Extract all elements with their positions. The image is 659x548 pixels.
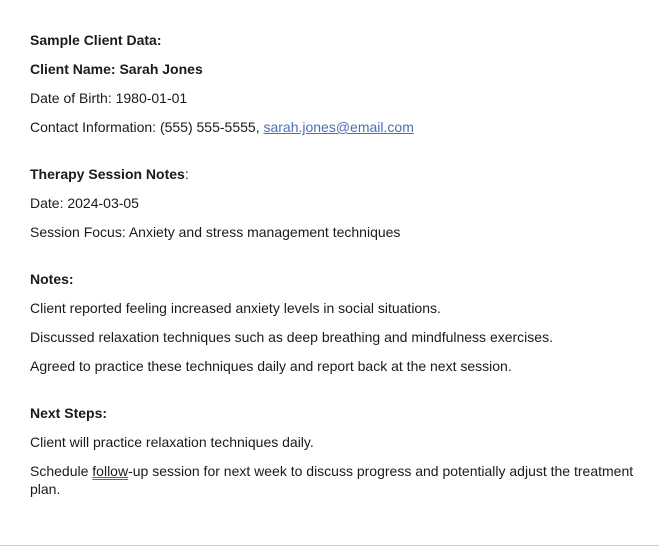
next-step-item (30, 462, 654, 498)
spacer (30, 252, 654, 270)
session-notes-heading (30, 165, 654, 183)
flagged-word[interactable]: follow (92, 463, 129, 479)
page-bottom-divider (0, 545, 659, 546)
client-data-heading: Sample Client Data: (30, 32, 162, 48)
note-item: Client reported feeling increased anxiety levels in social situations. (30, 300, 441, 316)
notes-heading: Notes: (30, 271, 74, 287)
session-notes-heading-colon: : (184, 166, 189, 182)
client-name-line: Client Name: Sarah Jones (30, 61, 203, 77)
next-step-text-after: -up session for next week to discuss progress and potentially adjust the treatment plan. (30, 463, 634, 497)
session-notes-heading-text: Therapy Session Notes (30, 166, 185, 182)
session-date-line: Date: 2024-03-05 (30, 195, 139, 211)
spacer (30, 386, 654, 404)
next-steps-heading: Next Steps: (30, 405, 108, 421)
document-body (30, 31, 654, 498)
session-focus-line: Session Focus: Anxiety and stress management techniques (30, 224, 401, 240)
date-of-birth-line: Date of Birth: 1980-01-01 (30, 90, 188, 106)
contact-prefix: Contact Information: (555) 555-5555, (30, 119, 264, 135)
contact-information-line (30, 118, 654, 136)
email-link[interactable]: sarah.jones@email.com (263, 119, 414, 135)
next-step-text-before: Schedule (30, 463, 93, 479)
next-step-item: Client will practice relaxation techniques daily. (30, 434, 314, 450)
note-item: Discussed relaxation techniques such as deep breathing and mindfulness exercises. (30, 329, 553, 345)
spacer (30, 147, 654, 165)
note-item: Agreed to practice these techniques daily and report back at the next session. (30, 358, 512, 374)
